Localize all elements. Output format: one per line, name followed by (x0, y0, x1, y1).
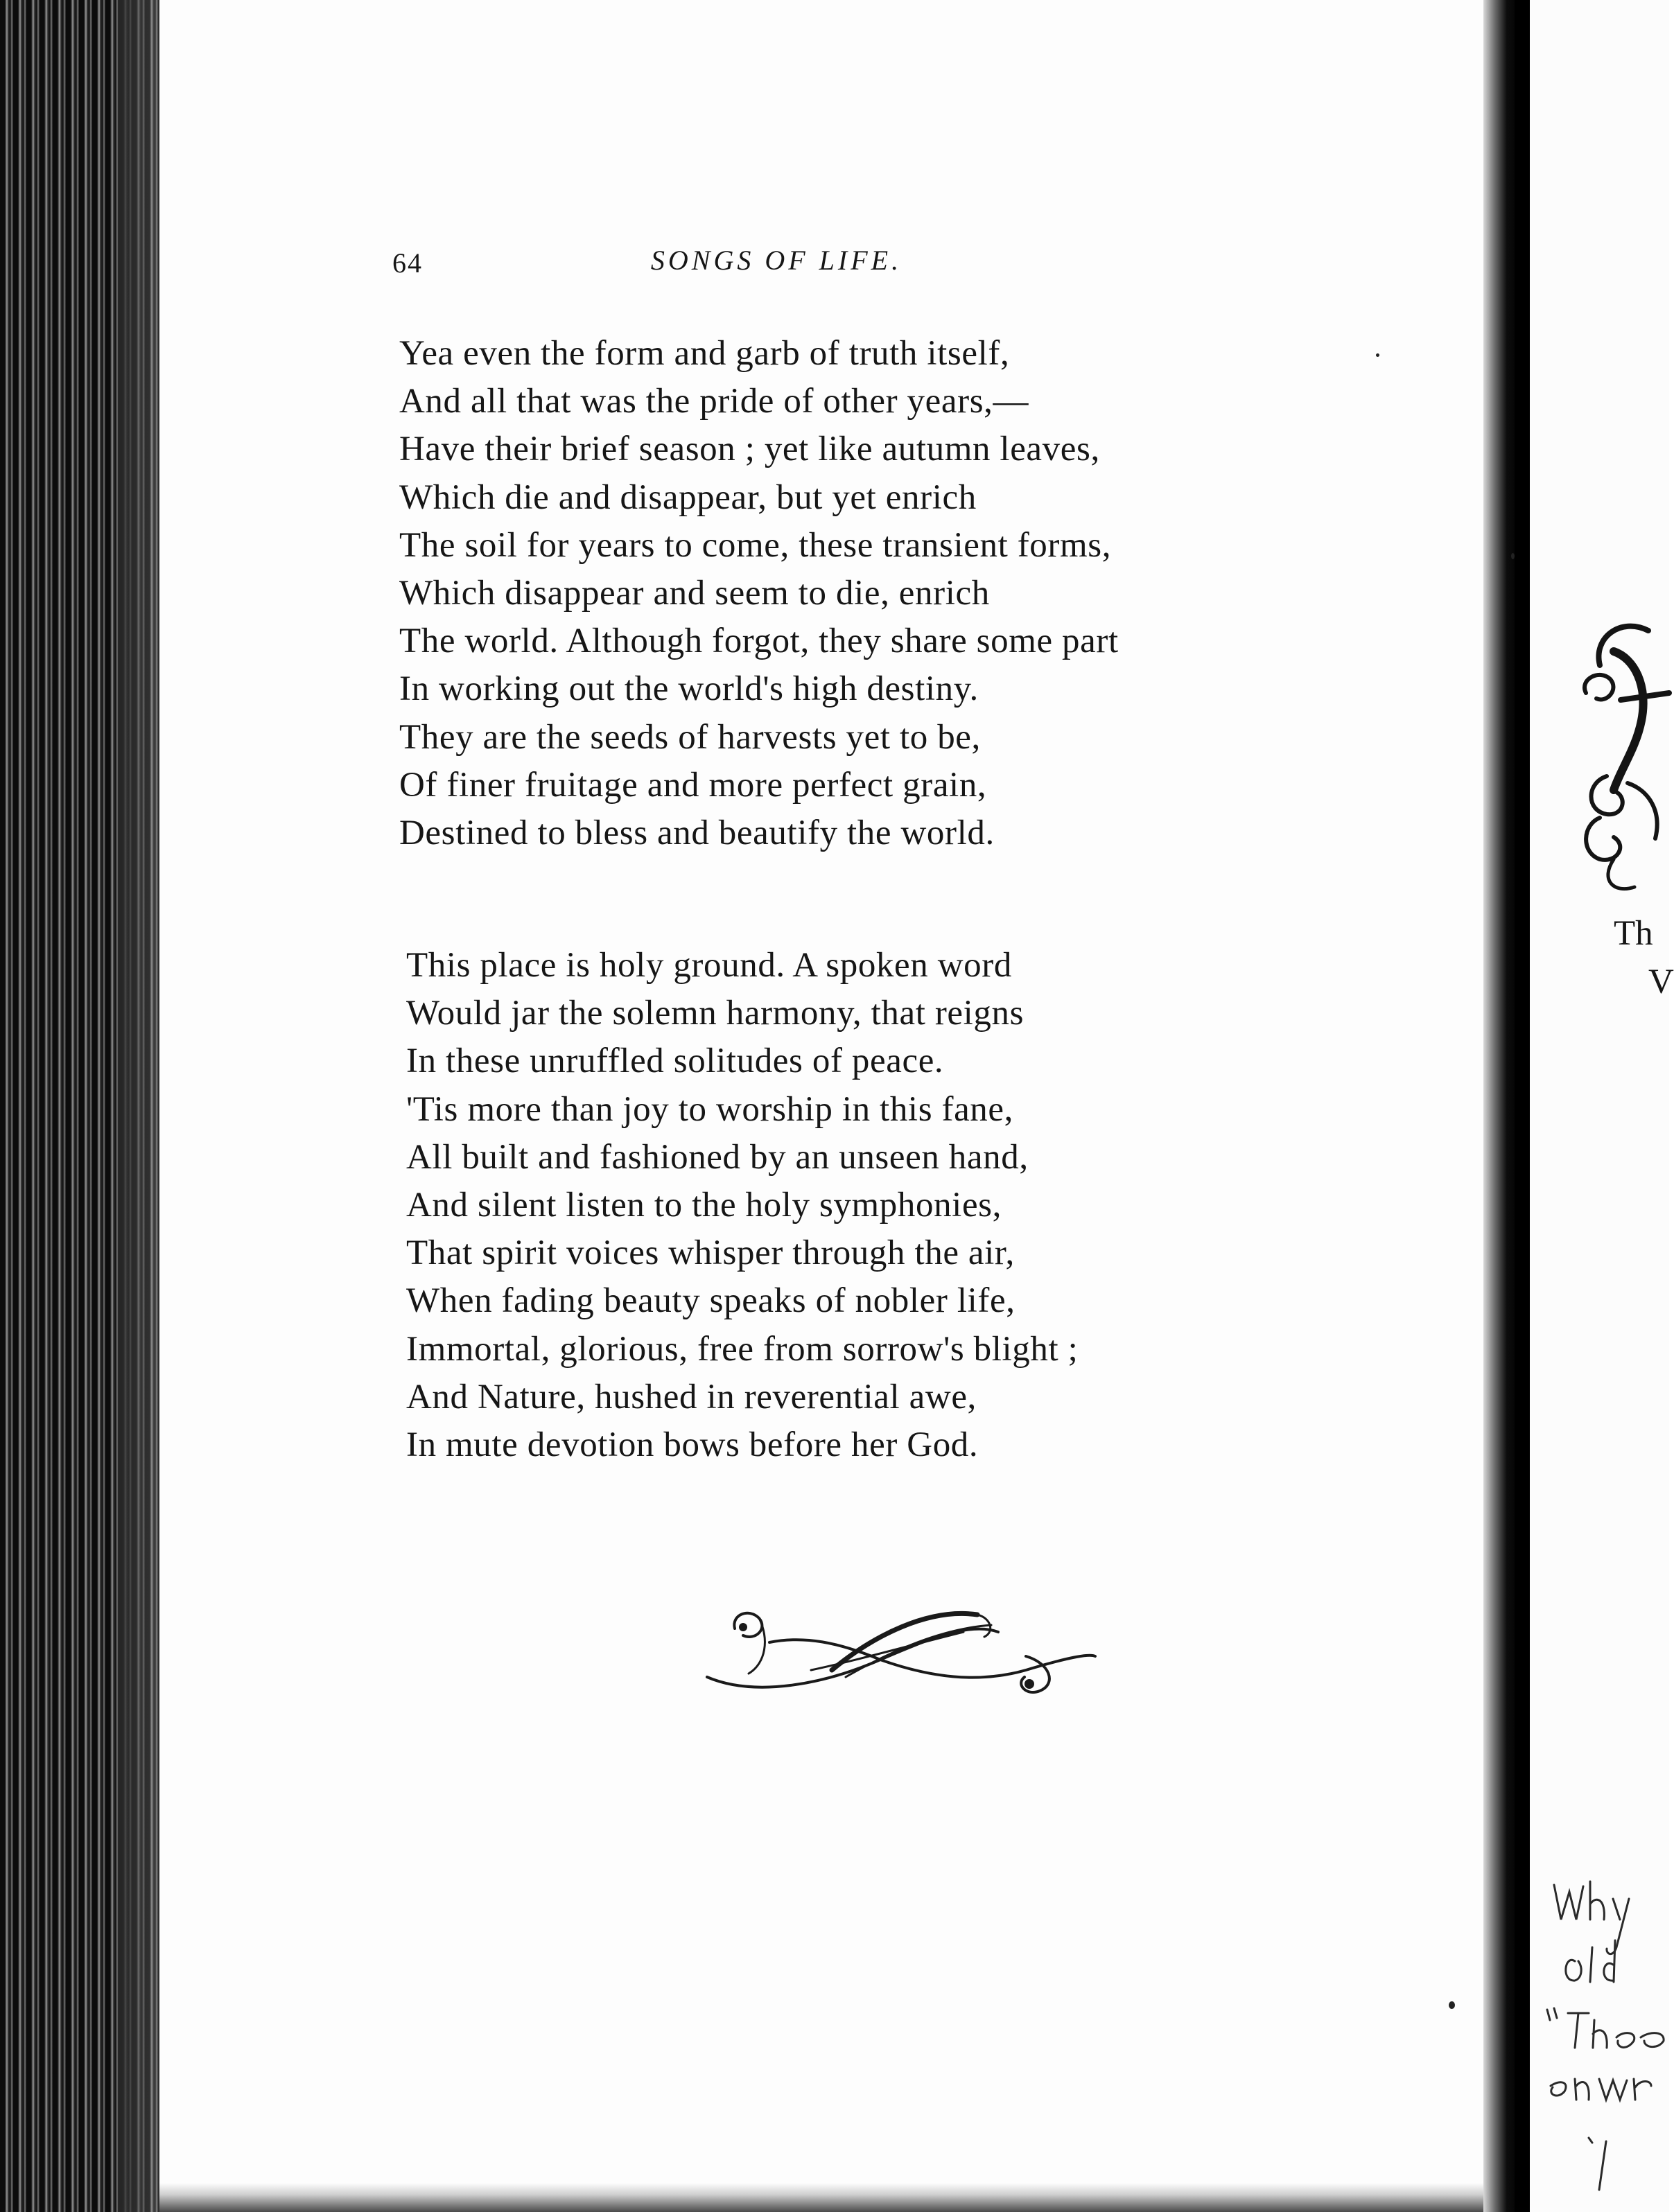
poem-line: 'Tis more than joy to worship in this fane, (406, 1089, 1013, 1129)
poem-line: All built and fashioned by an unseen hand, (406, 1137, 1029, 1177)
poem-line: In mute devotion bows before her God. (406, 1425, 979, 1465)
poem-line: And Nature, hushed in reverential awe, (406, 1377, 977, 1416)
ink-speck (1511, 553, 1515, 559)
poem-line: They are the seeds of harvests yet to be, (399, 717, 981, 757)
flourish-ornament-icon (700, 1594, 1109, 1712)
poem-line: This place is holy ground. A spoken word (406, 946, 1012, 985)
poem-stanza-1 (399, 330, 1119, 857)
facing-page-text: Th (1614, 914, 1653, 953)
page-bottom-edge (159, 2183, 1483, 2212)
poem-line: In working out the world's high destiny. (399, 669, 979, 709)
facing-page-text: V (1648, 963, 1674, 1001)
poem-line: And all that was the pride of other years,— (399, 382, 1029, 421)
poem-line: And silent listen to the holy symphonies, (406, 1186, 1002, 1225)
running-head: SONGS OF LIFE. (650, 245, 903, 276)
poem-line: Which disappear and seem to die, enrich (399, 574, 990, 613)
poem-line: The soil for years to come, these transient forms, (399, 525, 1112, 565)
page-number: 64 (392, 247, 423, 279)
poem-line: When fading beauty speaks of nobler life, (406, 1281, 1015, 1321)
ink-speck (1376, 353, 1379, 357)
ornamental-initial-icon (1572, 610, 1669, 901)
poem-line: Yea even the form and garb of truth itself, (399, 334, 1010, 373)
poem-line: Destined to bless and beautify the world. (399, 814, 995, 853)
gutter-shadow (1515, 0, 1530, 2212)
poem-line: Have their brief season ; yet like autumn leaves, (399, 430, 1100, 469)
poem-line: Which die and disappear, but yet enrich (399, 477, 977, 517)
handwritten-note (1540, 1871, 1669, 2197)
poem-line: That spirit voices whisper through the air, (406, 1234, 1015, 1273)
poem-line: Of finer fruitage and more perfect grain, (399, 765, 987, 805)
poem-line: Would jar the solemn harmony, that reigns (406, 994, 1025, 1033)
poem-line: The world. Although forgot, they share some part (399, 622, 1119, 661)
ink-speck (1449, 2001, 1455, 2009)
poem-line: In these unruffled solitudes of peace. (406, 1042, 944, 1081)
poem-stanza-2 (406, 942, 1078, 1469)
poem-line: Immortal, glorious, free from sorrow's blight ; (406, 1329, 1079, 1369)
